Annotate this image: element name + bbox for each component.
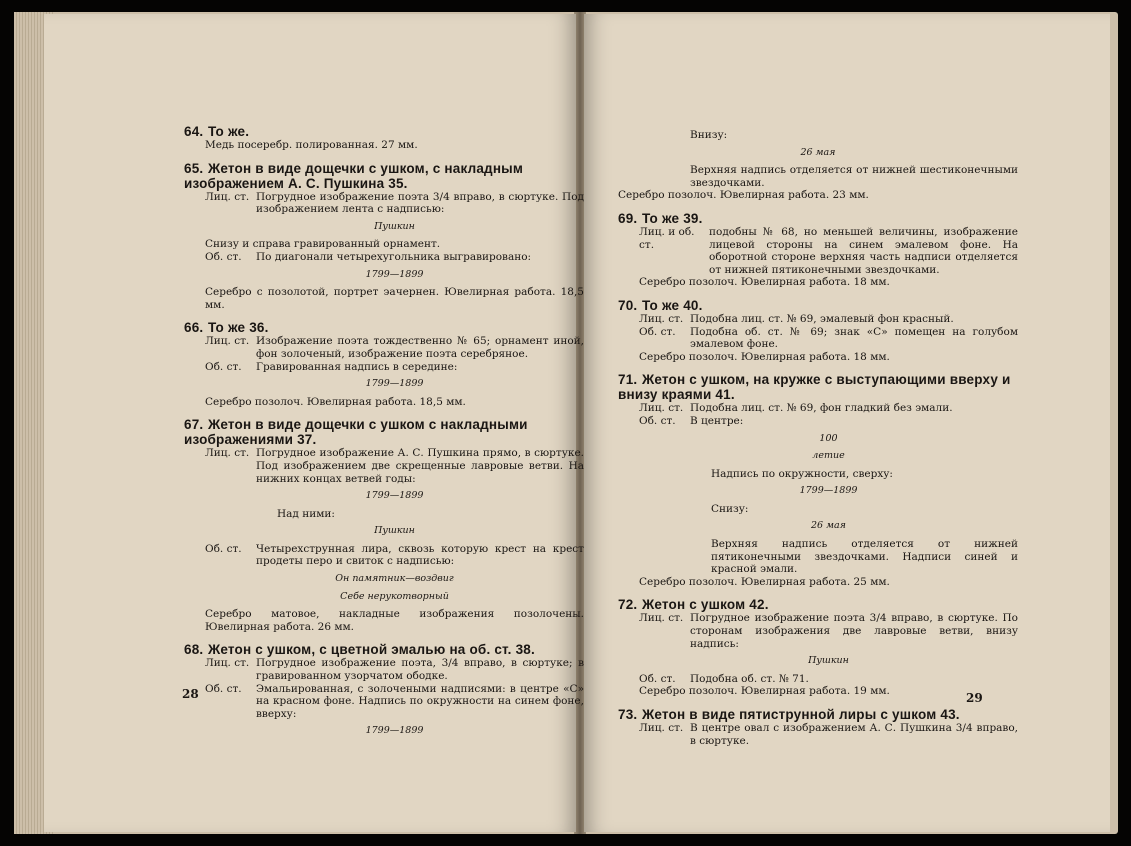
entry-body bbox=[205, 447, 584, 633]
inscription-line: Пушкин bbox=[374, 220, 415, 232]
description-text: подобны № 68, но меньшей величины, изображение лицевой стороны на синем эмалевом фоне. На оборотной стороне верхняя часть надписи отделяется от нижней пятиконечными звездочками. bbox=[709, 225, 1018, 276]
description-line bbox=[639, 415, 1018, 428]
entry-heading bbox=[618, 372, 1018, 402]
side-label: Об. ст. bbox=[205, 542, 242, 555]
side-label: Об. ст. bbox=[205, 682, 242, 695]
inscription-line: 26 мая bbox=[800, 146, 836, 158]
right-page bbox=[584, 14, 1110, 832]
description-line bbox=[205, 683, 584, 721]
entry-heading bbox=[618, 211, 1018, 226]
description-text: В центре: bbox=[690, 414, 744, 427]
description-line bbox=[639, 468, 1018, 481]
side-label: Лиц. ст. bbox=[639, 402, 684, 415]
entry-number: 72. bbox=[618, 597, 638, 613]
description-line bbox=[618, 129, 1018, 142]
entry-title: То же 40. bbox=[641, 297, 703, 313]
side-label bbox=[639, 468, 711, 481]
side-label: Лиц. ст. bbox=[205, 190, 250, 203]
description-line bbox=[639, 722, 1018, 747]
entry-title: Жетон в виде дощечки с ушком, с накладным изображением А. С. Пушкина 35. bbox=[184, 160, 524, 191]
description-text: Серебро с позолотой, портрет эачернен. Ювелирная работа. 18,5 мм. bbox=[205, 286, 584, 311]
description-line bbox=[205, 608, 584, 633]
right-page-number: 29 bbox=[966, 691, 983, 705]
entry-title: То же. bbox=[207, 124, 250, 139]
description-line bbox=[205, 191, 584, 216]
catalogue-entry bbox=[618, 597, 1018, 698]
side-label: Лиц. ст. bbox=[639, 722, 684, 734]
catalogue-entry bbox=[184, 124, 584, 152]
description-text: Серебро позолоч. Ювелирная работа. 19 мм. bbox=[639, 685, 890, 698]
description-line bbox=[205, 251, 584, 264]
description-line bbox=[205, 543, 584, 568]
side-label bbox=[618, 164, 690, 189]
entry-title: Жетон в виде дощечки с ушком с накладными изображениями 37. bbox=[184, 417, 528, 448]
description-line bbox=[205, 447, 584, 485]
description-text: Снизу и справа гравированный орнамент. bbox=[205, 238, 441, 251]
description-text: Снизу: bbox=[711, 502, 749, 515]
entry-number: 66. bbox=[184, 320, 204, 336]
side-label bbox=[618, 129, 690, 142]
entry-title: Жетон с ушком 42. bbox=[641, 597, 769, 613]
entry-number: 69. bbox=[618, 210, 638, 226]
inscription-line: Пушкин bbox=[374, 525, 415, 537]
description-text: Изображение поэта тождественно № 65; орнамент иной, фон золоченый, изображение поэта серебряное. bbox=[256, 335, 584, 360]
description-line bbox=[205, 361, 584, 374]
catalogue-entry bbox=[618, 707, 1018, 747]
side-label: Об. ст. bbox=[205, 250, 242, 263]
description-line bbox=[205, 657, 584, 682]
description-line bbox=[205, 396, 584, 409]
description-line bbox=[639, 326, 1018, 351]
entry-body bbox=[205, 657, 584, 738]
catalogue-entry bbox=[618, 211, 1018, 289]
entry-number: 68. bbox=[184, 642, 204, 658]
catalogue-entry bbox=[184, 320, 584, 408]
side-label: Об. ст. bbox=[205, 360, 242, 373]
side-label: Об. ст. bbox=[639, 414, 676, 427]
entry-body bbox=[205, 139, 584, 152]
entry-heading bbox=[184, 161, 584, 191]
description-line bbox=[205, 508, 584, 521]
description-text: Погрудное изображение поэта 3/4 вправо, в сюртуке. По сторонам изображения две лавровые ветви, внизу надпись: bbox=[690, 612, 1018, 650]
entry-heading bbox=[618, 707, 1018, 722]
entry-number: 71. bbox=[618, 372, 638, 388]
entry-title: Жетон с ушком, с цветной эмалью на об. ст. 38. bbox=[207, 642, 535, 658]
entry-number: 64. bbox=[184, 124, 204, 139]
side-label bbox=[639, 503, 711, 516]
entry-body bbox=[205, 335, 584, 408]
description-line bbox=[618, 164, 1018, 189]
description-text: Верхняя надпись отделяется от нижней пятиконечными звездочками. Надписи синей и красной эмали. bbox=[711, 538, 1018, 576]
side-label: Лиц. ст. bbox=[205, 447, 250, 460]
inscription-line: Он памятник—воздвиг bbox=[335, 573, 454, 585]
description-text: Серебро матовое, накладные изображения позолочены. Ювелирная работа. 26 мм. bbox=[205, 608, 584, 633]
description-line bbox=[639, 673, 1018, 686]
description-line bbox=[639, 538, 1018, 576]
description-text: Четырехструнная лира, сквозь которую крест на крест продеты перо и свиток с надписью: bbox=[256, 542, 584, 568]
right-page-text bbox=[618, 129, 1018, 756]
side-label: Об. ст. bbox=[639, 325, 676, 338]
description-line bbox=[639, 612, 1018, 650]
entry-heading bbox=[618, 298, 1018, 313]
side-label: Об. ст. bbox=[639, 672, 676, 685]
catalogue-entry bbox=[618, 298, 1018, 363]
side-label: Лиц. ст. bbox=[639, 612, 684, 625]
entry-body bbox=[618, 129, 1018, 202]
inscription-line: летие bbox=[812, 450, 845, 462]
description-text: Погрудное изображение А. С. Пушкина прямо, в сюртуке. Под изображением две скрещенные лавровые ветви. На нижних концах ветвей годы: bbox=[256, 447, 584, 485]
description-text: Медь посеребр. полированная. 27 мм. bbox=[205, 139, 418, 151]
description-text: Погрудное изображение поэта 3/4 вправо, в сюртуке. Под изображением лента с надписью: bbox=[256, 190, 584, 216]
description-text: Серебро позолоч. Ювелирная работа. 18,5 мм. bbox=[205, 395, 466, 408]
inscription-line: Себе нерукотворный bbox=[340, 590, 449, 602]
side-label: Лиц. ст. bbox=[205, 657, 250, 670]
description-text: Подобна об. ст. № 71. bbox=[690, 672, 809, 685]
description-line bbox=[639, 576, 1018, 589]
description-line bbox=[639, 351, 1018, 364]
description-line bbox=[639, 313, 1018, 326]
description-text: Верхняя надпись отделяется от нижней шестиконечными звездочками. bbox=[690, 164, 1018, 189]
entry-heading bbox=[184, 124, 584, 139]
inscription-line: 26 мая bbox=[811, 520, 846, 532]
entry-body bbox=[639, 612, 1018, 698]
description-text: Серебро позолоч. Ювелирная работа. 18 мм. bbox=[639, 350, 890, 363]
entry-heading bbox=[618, 597, 1018, 612]
entry-number: 70. bbox=[618, 297, 638, 313]
description-line bbox=[205, 139, 584, 152]
left-page bbox=[44, 14, 584, 832]
description-text: По диагонали четырехугольника выгравировано: bbox=[256, 250, 532, 263]
description-text: Над ними: bbox=[277, 507, 335, 520]
description-line bbox=[639, 402, 1018, 415]
description-text: Серебро позолоч. Ювелирная работа. 18 мм. bbox=[639, 276, 890, 289]
catalogue-entry bbox=[184, 642, 584, 738]
entry-title: Жетон с ушком, на кружке с выступающими вверху и внизу краями 41. bbox=[618, 372, 1011, 403]
entry-title: Жетон в виде пятиструнной лиры с ушком 43. bbox=[641, 707, 960, 722]
entry-number: 67. bbox=[184, 417, 204, 433]
entry-body bbox=[639, 313, 1018, 363]
left-page-number: 28 bbox=[182, 687, 199, 701]
side-label: Лиц. ст. bbox=[639, 312, 684, 325]
entry-title: То же 39. bbox=[641, 210, 703, 226]
description-line bbox=[618, 189, 1018, 202]
catalogue-entry bbox=[184, 161, 584, 312]
catalogue-entry bbox=[618, 129, 1018, 202]
inscription-line: 1799—1899 bbox=[365, 490, 424, 502]
left-page-text bbox=[184, 124, 584, 747]
description-text: Гравированная надпись в середине: bbox=[256, 360, 458, 373]
description-text: Эмальированная, с золочеными надписями: в центре «С» на красном фоне. Надпись по окружности на синем фоне, вверху: bbox=[256, 682, 584, 720]
description-line bbox=[639, 276, 1018, 289]
description-text: Подобна лиц. ст. № 69, эмалевый фон красный. bbox=[690, 312, 954, 325]
description-text: В центре овал с изображением А. С. Пушкина 3/4 вправо, в сюртуке. bbox=[690, 722, 1018, 747]
description-text: Надпись по окружности, сверху: bbox=[711, 467, 893, 480]
description-text: Серебро позолоч. Ювелирная работа. 23 мм. bbox=[618, 189, 869, 202]
description-line bbox=[639, 685, 1018, 698]
entry-number: 65. bbox=[184, 160, 204, 176]
side-label: Лиц. ст. bbox=[205, 335, 250, 348]
inscription-line: Пушкин bbox=[808, 655, 849, 667]
catalogue-entry bbox=[184, 417, 584, 633]
entry-title: То же 36. bbox=[207, 320, 269, 336]
entry-heading bbox=[184, 320, 584, 335]
description-text: Подобна лиц. ст. № 69, фон гладкий без эмали. bbox=[690, 402, 953, 415]
inscription-line: 1799—1899 bbox=[365, 725, 424, 737]
description-line bbox=[205, 238, 584, 251]
description-text: Серебро позолоч. Ювелирная работа. 25 мм. bbox=[639, 575, 890, 588]
inscription-line: 100 bbox=[819, 432, 838, 444]
side-label: Лиц. и об. ст. bbox=[639, 225, 695, 251]
description-text: Внизу: bbox=[690, 129, 728, 141]
entry-body bbox=[639, 226, 1018, 289]
entry-body bbox=[205, 191, 584, 312]
entry-number: 73. bbox=[618, 707, 638, 722]
side-label bbox=[639, 538, 711, 576]
description-line bbox=[205, 286, 584, 311]
inscription-line: 1799—1899 bbox=[799, 485, 858, 497]
description-line bbox=[639, 503, 1018, 516]
description-line bbox=[205, 335, 584, 360]
description-line bbox=[639, 226, 1018, 276]
entry-body bbox=[639, 722, 1018, 747]
entry-heading bbox=[184, 642, 584, 657]
inscription-line: 1799—1899 bbox=[365, 268, 424, 280]
description-text: Подобна об. ст. № 69; знак «С» помещен на голубом эмалевом фоне. bbox=[690, 325, 1018, 351]
entry-heading bbox=[184, 417, 584, 447]
entry-body bbox=[639, 402, 1018, 588]
side-label bbox=[205, 508, 277, 521]
inscription-line: 1799—1899 bbox=[365, 378, 424, 390]
catalogue-entry bbox=[618, 372, 1018, 588]
description-text: Погрудное изображение поэта, 3/4 вправо, в сюртуке; в гравированном узорчатом ободке. bbox=[256, 657, 584, 683]
